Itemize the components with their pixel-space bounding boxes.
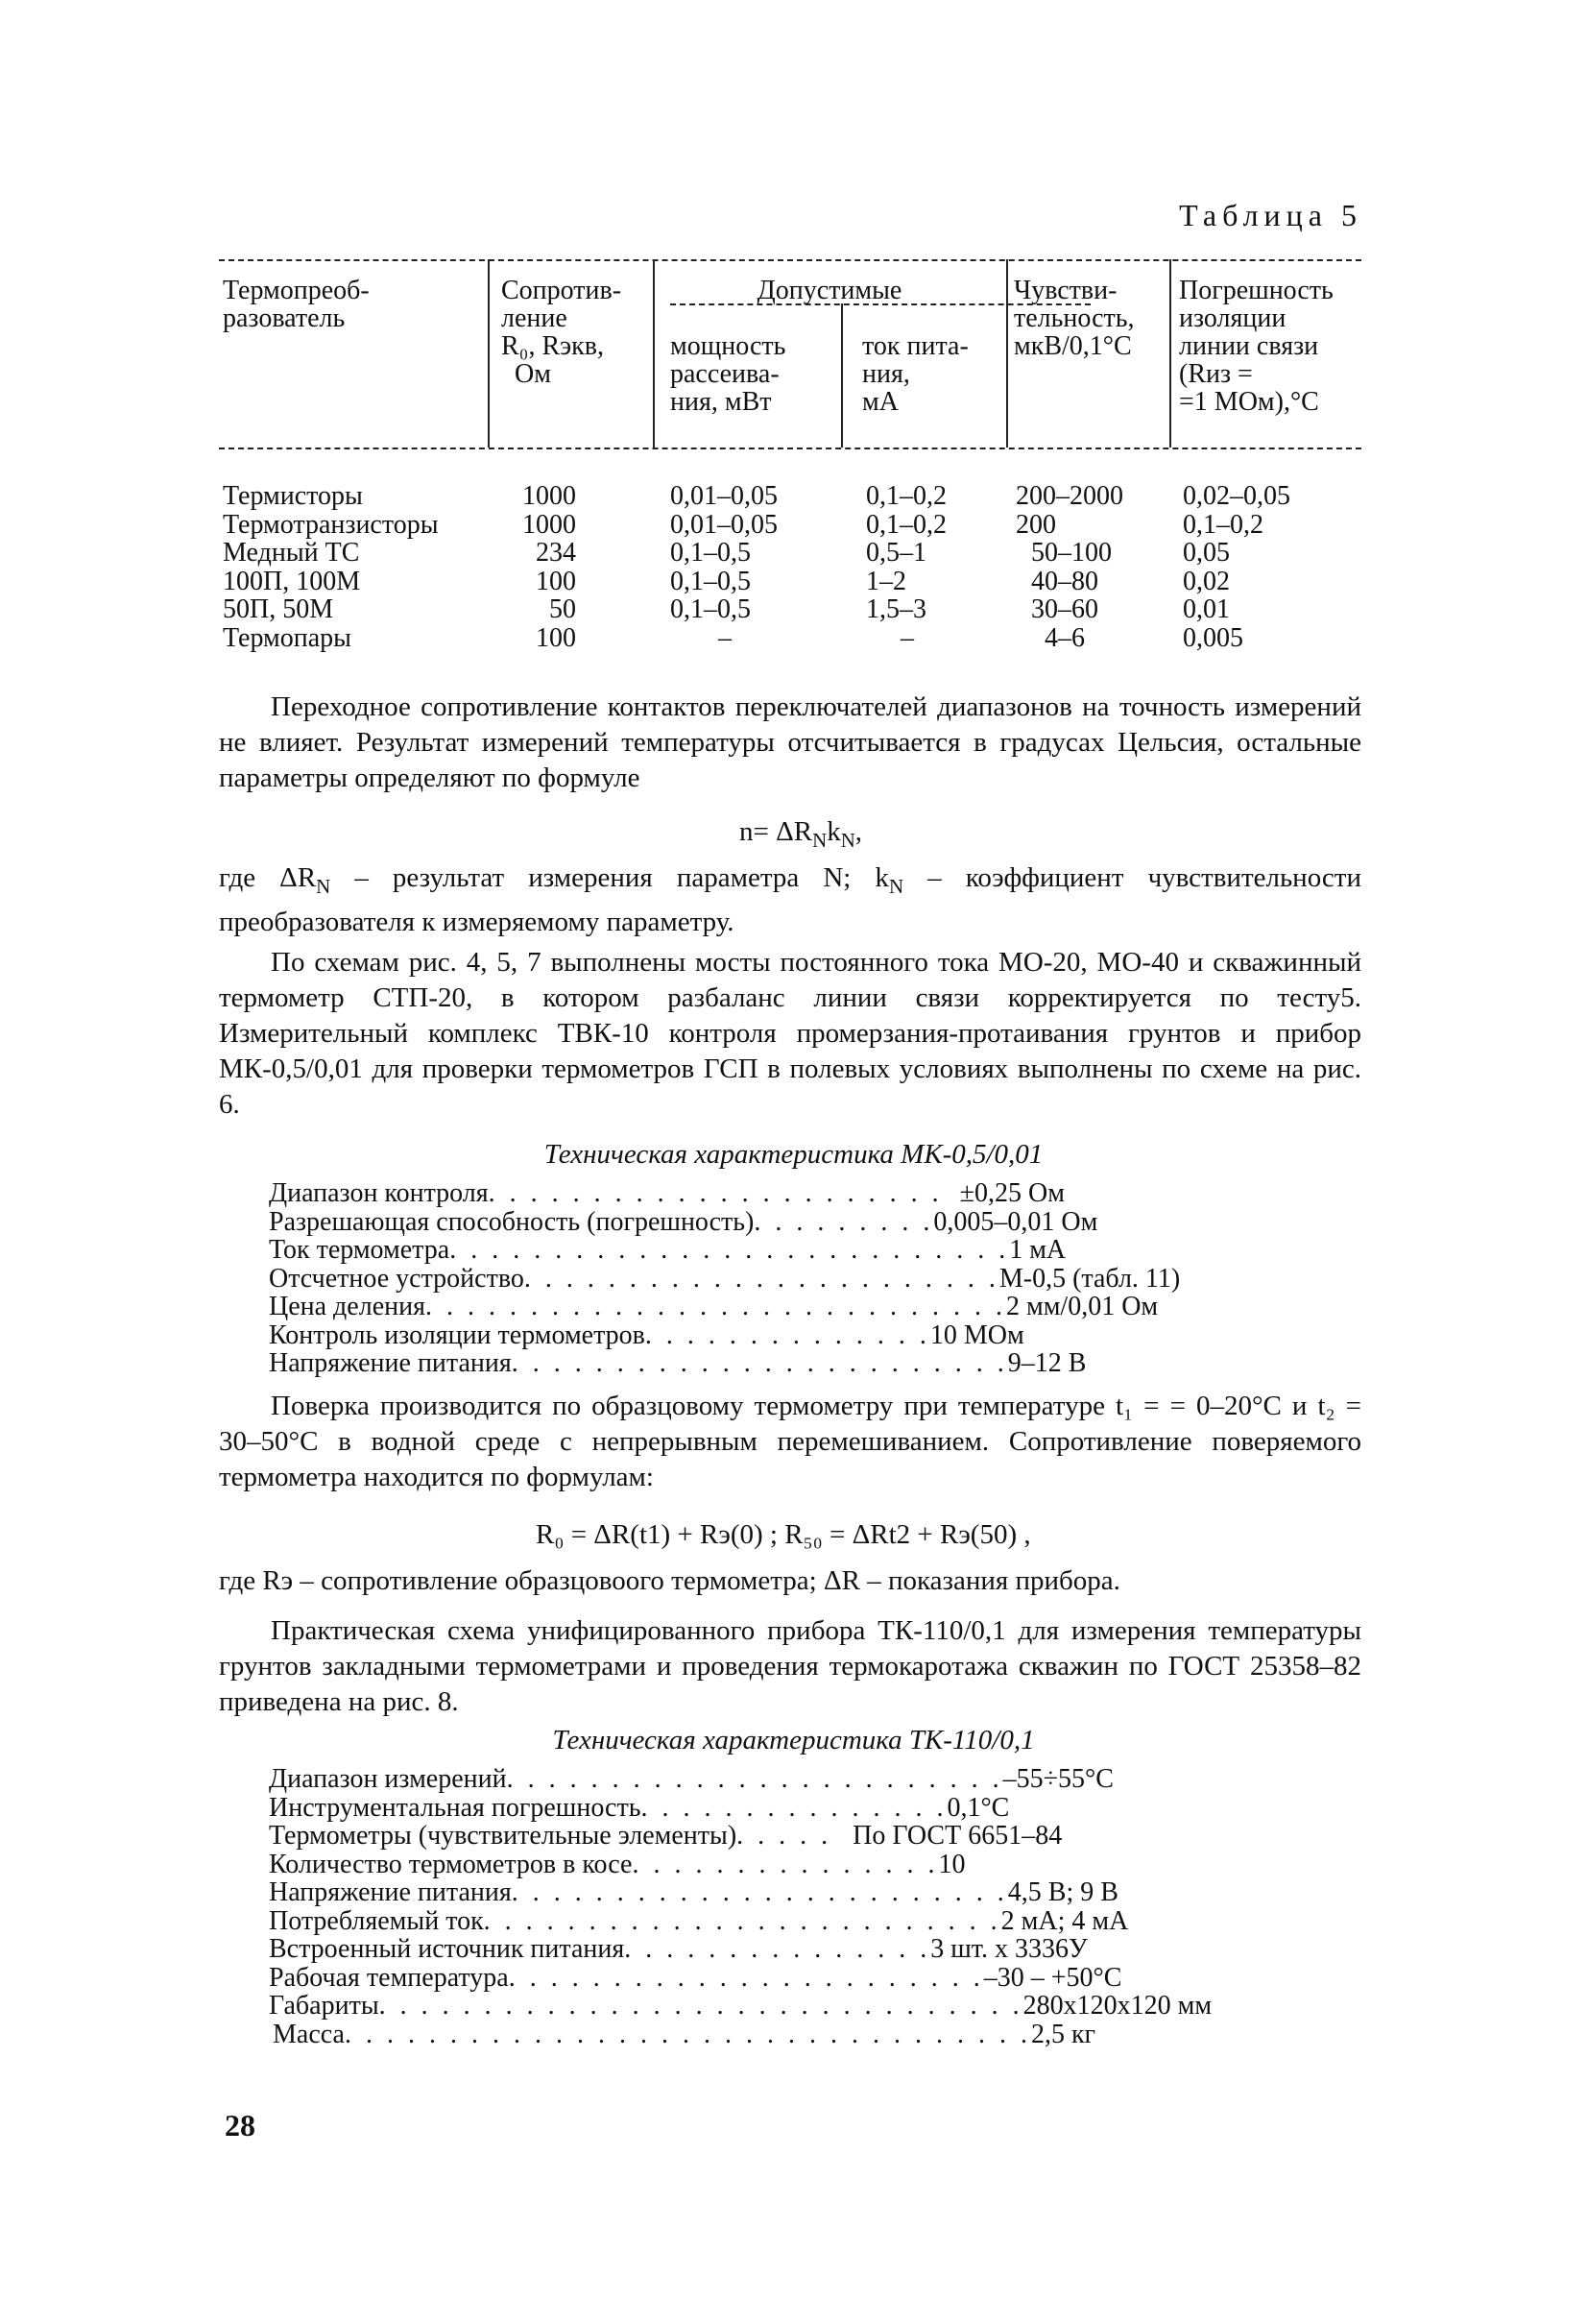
paragraph: где Rэ – сопротивление образцовоого термометра; ΔR – показания прибора. (219, 1565, 1120, 1596)
list-item: Масса . . . . . . . . . . . . . . . . . . . . . . . . . . . . . . . . . 2,5 кг (273, 2019, 1096, 2049)
list-item: Габариты . . . . . . . . . . . . . . . . . . . . . . . . . . . . . . . 280х120х120 мм (269, 1991, 1213, 2021)
list-item: Встроенный источник питания . . . . . . . . . . . . . . . 3 шт. х 3336У (269, 1934, 1088, 1964)
table-cell: Термисторы (223, 481, 363, 511)
table-cell: Термопары (223, 622, 351, 653)
column-power (670, 482, 778, 652)
list-item: Потребляемый ток . . . . . . . . . . . . . . . . . . . . . . . . . 2 мА; 4 мА (269, 1905, 1129, 1936)
table-cell: 0,5–1 (866, 538, 926, 568)
column-error (1183, 482, 1290, 652)
list-item: Цена деления . . . . . . . . . . . . . . . . . . . . . . . . . . . . 2 мм/0,01 Ом (269, 1292, 1159, 1321)
column-name (223, 482, 439, 652)
list-item: Разрешающая способность (погрешность) . . . . . . . . . 0,005–0,01 Ом (269, 1206, 1098, 1237)
table-cell: 100 (536, 622, 576, 653)
table-header-rule (219, 448, 1361, 449)
table-cell: 200 (1016, 509, 1056, 540)
table-top-rule (219, 259, 1361, 261)
table-cell: Термотранзисторы (223, 509, 439, 540)
header-current: ток пита- ния, мА (862, 331, 969, 417)
list-item: Рабочая температура . . . . . . . . . . . . . . . . . . . . . . . –30 – +50°С (269, 1962, 1122, 1993)
table-cell: 1000 (522, 481, 576, 511)
table-cell: 200–2000 (1016, 481, 1123, 511)
table-cell: 234 (536, 538, 576, 568)
spec-list-mk (269, 1179, 1229, 1378)
table-cell: 30–60 (1031, 594, 1098, 624)
table-caption: Таблица 5 (1179, 198, 1362, 232)
header-sensitivity: Чувстви- тельность, мкВ/0,1°С (1014, 276, 1135, 361)
table-cell: 0,01 (1183, 594, 1230, 624)
paragraph: Практическая схема унифицированного прибора ТК-110/0,1 для измерения температуры грунтов закладными термометрами и проведения термокаротажа скважин по ГОСТ 25358–82 приведена на рис. 8. (219, 1615, 1361, 1717)
list-item: Диапазон измерений . . . . . . . . . . . . . . . . . . . . . . . . –55÷55°С (269, 1764, 1114, 1794)
paragraph: По схемам рис. 4, 5, 7 выполнены мосты постоянного тока МО-20, МО-40 и скважинный термометр СТП-20, в котором разбаланс линии связи корректируется по тесту5. Измерительный комплекс ТВК-10 контроля промерзания-протаивания грунтов и прибор МК-0,5/0,01 для проверки термометров ГСП в полевых условиях выполнены по схеме на рис. 6. (219, 947, 1361, 1120)
header-error: Погрешность изоляции линии связи (Rиз = =1 МОм),°С (1179, 276, 1334, 417)
table-cell: 4–6 (1045, 622, 1085, 653)
page-number: 28 (225, 2108, 255, 2142)
table-cell: 50П, 50М (223, 594, 334, 624)
list-item: Контроль изоляции термометров . . . . . . . . . . . . . . 10 МОм (269, 1319, 1024, 1350)
table-cell: 0,01–0,05 (670, 481, 778, 511)
header-resistance: Сопротив- ление R₀, Rэкв, Ом (501, 276, 622, 389)
table-cell: 0,005 (1183, 622, 1243, 653)
table-cell: 1000 (522, 509, 576, 540)
table-cell: 0,02–0,05 (1183, 481, 1290, 511)
col-divider (841, 303, 843, 448)
table-cell: 100 (536, 566, 576, 596)
table-cell: Медный ТС (223, 538, 360, 568)
formula: R₀ = ΔR(t1) + Rэ(0) ; R₅₀ = ΔRt2 + Rэ(50) , (536, 1519, 1031, 1550)
table-cell: 1,5–3 (866, 594, 926, 624)
list-item: Диапазон контроля . . . . . . . . . . . . . . . . . . . . . . ±0,25 Ом (269, 1178, 1065, 1208)
table-cell: 50 (549, 594, 576, 624)
column-resistance (497, 482, 576, 652)
paragraph: где $\Delta R_N$ – результат измерения параметра N; $k_N$ – коэффициент чувствительности преобразователя к измеряемому параметру. (219, 862, 1361, 937)
table-cell: 0,1–0,5 (670, 538, 751, 568)
list-item: Напряжение питания . . . . . . . . . . . . . . . . . . . . . . . . 9–12 В (269, 1348, 1087, 1378)
list-item: Термометры (чувствительные элементы) . . . . . По ГОСТ 6651–84 (269, 1821, 1063, 1851)
table-cell: 0,1–0,2 (866, 509, 947, 540)
column-current (866, 482, 947, 652)
section-title: Техническая характеристика МК-0,5/0,01 (543, 1139, 1044, 1170)
col-divider (1006, 259, 1008, 448)
table-cell: 0,05 (1183, 538, 1230, 568)
paragraph: Переходное сопротивление контактов переключателей диапазонов на точность измерений не влияет. Результат измерений температуры отсчитывается в градусах Цельсия, остальные параметры определяют по формуле (219, 691, 1361, 793)
list-item: Напряжение питания . . . . . . . . . . . . . . . . . . . . . . . . 4,5 В; 9 В (269, 1877, 1118, 1907)
header-allowed: Допустимые (757, 276, 902, 305)
table-cell: 50–100 (1031, 538, 1112, 568)
table-cell: 100П, 100М (223, 566, 361, 596)
table-cell: 0,1–0,2 (1183, 509, 1263, 540)
spec-list-tk (269, 1765, 1229, 2048)
list-item: Количество термометров в косе . . . . . . . . . . . . . . . 10 (269, 1849, 966, 1879)
table-cell: 0,1–0,5 (670, 594, 751, 624)
list-item: Отсчетное устройство . . . . . . . . . . . . . . . . . . . . . . . М-0,5 (табл. 11) (269, 1263, 1181, 1294)
list-item: Ток термометра . . . . . . . . . . . . . . . . . . . . . . . . . . . 1 мА (269, 1235, 1067, 1265)
header-converter: Термопреоб- разователь (223, 276, 370, 333)
table-cell: 0,01–0,05 (670, 509, 778, 540)
col-divider (1169, 259, 1171, 448)
data-table (219, 259, 1361, 653)
table-cell: 40–80 (1031, 566, 1098, 596)
column-sensitivity (1016, 482, 1123, 652)
table-cell: – (901, 622, 914, 653)
list-item: Инструментальная погрешность . . . . . . . . . . . . . . . 0,1°С (269, 1792, 1010, 1823)
header-power: мощность рассеива- ния, мВт (670, 331, 786, 417)
table-cell: 1–2 (866, 566, 906, 596)
paragraph: Поверка производится по образцовому термометру при температуре t₁ = = 0–20°С и t₂ = 30–50°С в водной среде с непрерывным перемешиванием. Сопротивление поверяемого термометра находится по формулам: (219, 1391, 1361, 1492)
section-title: Техническая характеристика ТК-110/0,1 (552, 1725, 1035, 1755)
table-cell: 0,1–0,2 (866, 481, 947, 511)
table-cell: – (718, 622, 732, 653)
table-cell: 0,1–0,5 (670, 566, 751, 596)
formula: $n= \Delta R_Nk_N$, (739, 816, 863, 852)
table-cell: 0,02 (1183, 566, 1230, 596)
col-divider (488, 259, 490, 448)
